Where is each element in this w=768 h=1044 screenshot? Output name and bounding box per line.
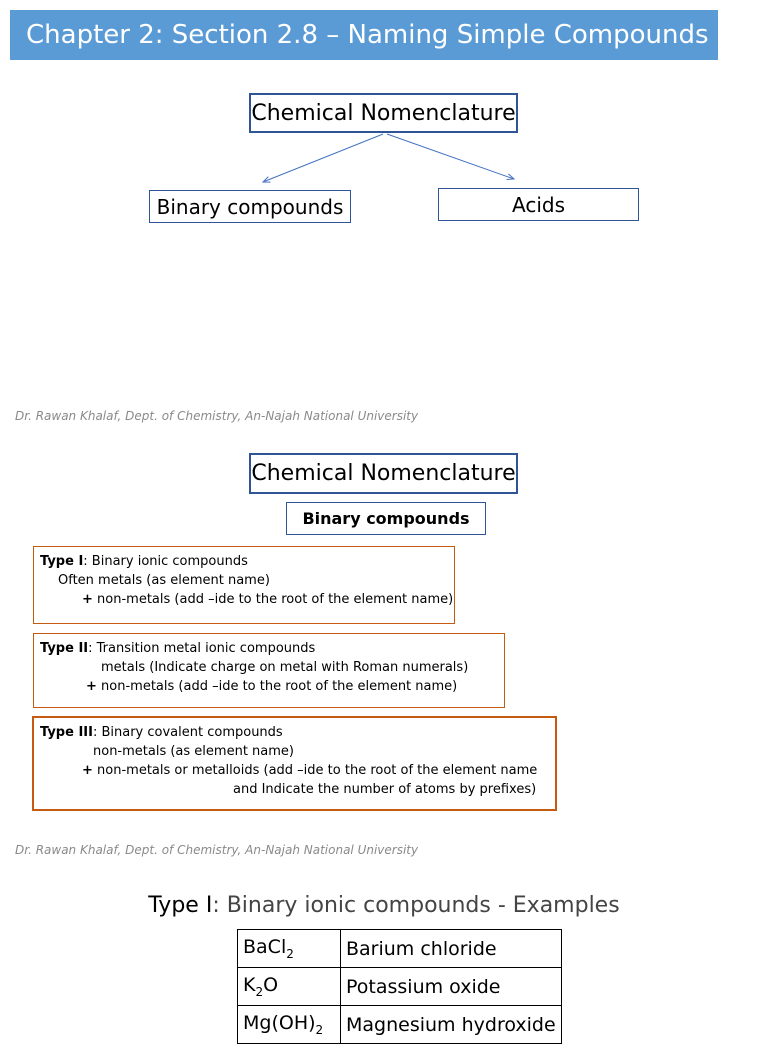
formula-base: BaCl [243,936,287,959]
type-ii-line2: metals (Indicate charge on metal with Roman numerals) [101,660,469,675]
type-iii-heading: : Binary covalent compounds [92,725,283,740]
examples-title [0,893,768,918]
type-iii-line2: non-metals (as element name) [93,744,294,759]
formula-base: K [243,974,256,997]
type-ii-box [33,633,505,708]
table-row [238,968,562,1006]
section-header-title: Chapter 2: Section 2.8 – Naming Simple Compounds [26,20,709,50]
type-ii-plus: + [86,679,97,694]
examples-title-type: Type I [148,893,213,918]
type-iii-label: Type III [40,725,93,740]
branch-arrows [0,0,768,260]
type-ii-line3: non-metals (add –ide to the root of the element name) [96,679,458,694]
type-i-line3-wrap [40,590,454,609]
table-row [238,1006,562,1044]
acids-label: Acids [512,192,565,217]
type-i-heading: : Binary ionic compounds [83,554,248,569]
type-iii-line3-wrap [40,761,549,780]
type-i-heading-line [40,552,448,571]
compound-name-cell: Potassium oxide [341,968,562,1006]
type-ii-heading-line [40,639,498,658]
formula-cell [238,968,341,1006]
slide1-credit: Dr. Rawan Khalaf, Dept. of Chemistry, An-Najah National University [15,409,419,423]
type-iii-heading-line [40,723,549,742]
arrow-to-binary [263,134,383,182]
nomenclature-title-2: Chemical Nomenclature [251,461,516,486]
type-iii-line3: non-metals or metalloids (add –ide to the root of the element name [92,763,538,778]
type-ii-line3-wrap [40,677,498,696]
nomenclature-title-box-2 [249,453,518,494]
formula-subscript: 2 [255,984,264,999]
binary-compounds-label: Binary compounds [156,194,344,219]
formula-tail: O [263,974,279,997]
type-i-plus: + [82,592,93,607]
formula-cell [238,930,341,968]
formula-base: Mg(OH) [243,1012,316,1035]
formula-subscript: 2 [286,946,294,961]
compound-name-cell: Magnesium hydroxide [341,1006,562,1044]
type-i-label: Type I [40,554,84,569]
examples-title-rest: : Binary ionic compounds - Examples [212,893,620,918]
type-i-box [33,546,455,624]
arrow-to-acids [387,134,514,179]
type-i-line2: Often metals (as element name) [58,573,270,588]
nomenclature-title: Chemical Nomenclature [251,100,516,126]
formula-subscript: 2 [315,1022,324,1037]
slide2-credit: Dr. Rawan Khalaf, Dept. of Chemistry, An-Najah National University [15,843,419,857]
table-row [238,930,562,968]
acids-node [438,188,639,221]
type-i-line3: non-metals (add –ide to the root of the element name) [92,592,454,607]
type-ii-label: Type II [40,641,89,656]
compound-name-cell: Barium chloride [341,930,562,968]
type-iii-plus: + [82,763,93,778]
type-iii-box [32,716,557,811]
formula-cell [238,1006,341,1044]
type-iii-line4: and Indicate the number of atoms by prefixes) [233,782,537,797]
binary-compounds-node [149,190,351,223]
examples-table [237,929,562,1044]
type-ii-heading: : Transition metal ionic compounds [88,641,316,656]
binary-compounds-subtitle: Binary compounds [302,509,470,528]
binary-compounds-subtitle-box [286,502,486,535]
